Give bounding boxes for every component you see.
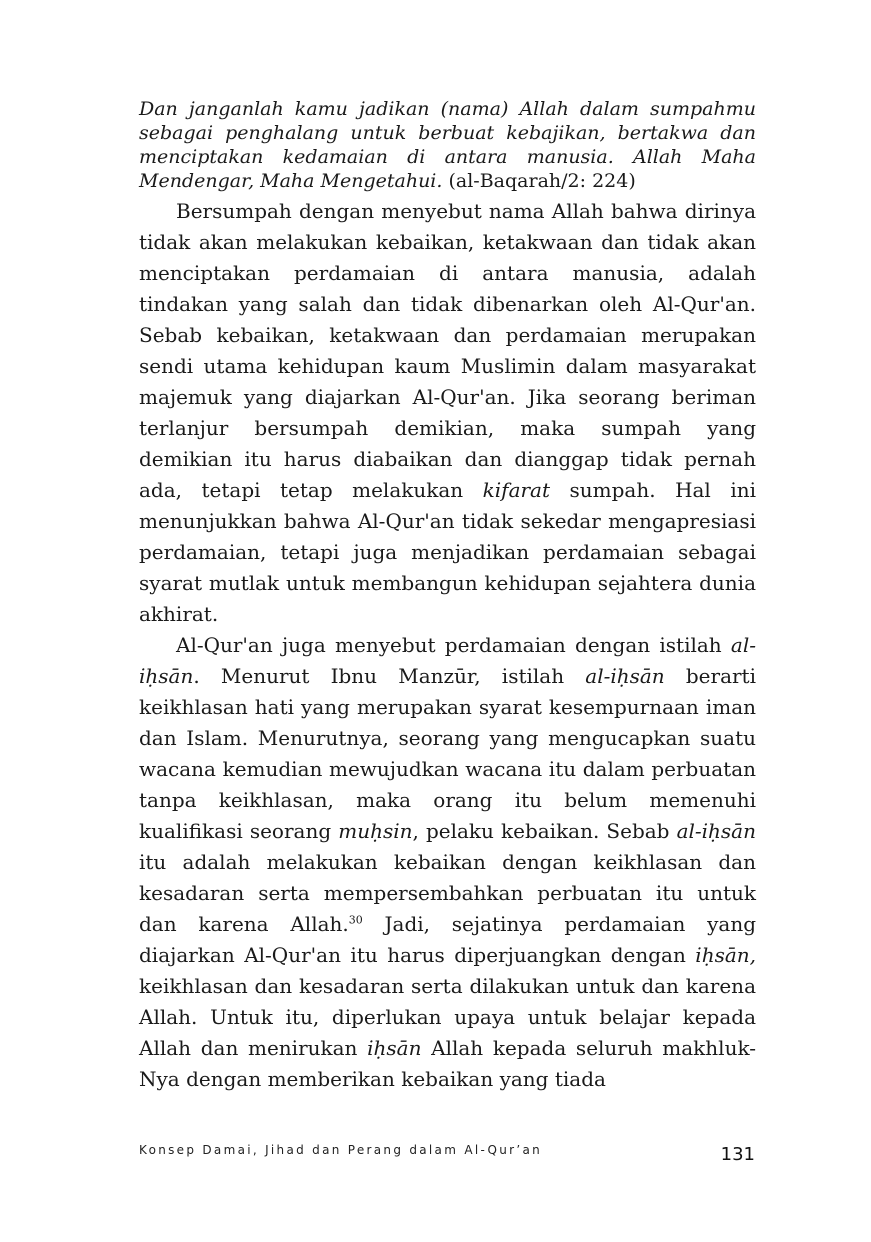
paragraph-2-text: Jadi, sejatinya perdamaian yang diajarkan Al-Qur'an itu harus diperjuangkan dengan [139, 912, 756, 967]
term-ihsan: iḥsān [367, 1036, 422, 1060]
paragraph-2-text: berarti keikhlasan hati yang merupakan syarat kesempurnaan iman dan Islam. Menurutnya, seorang yang mengucapkan suatu wacana kemudian mewujudkan wacana itu dalam perbuatan tanpa keikhlasan, maka orang itu belum memenuhi kualifikasi seorang [139, 664, 756, 843]
paragraph-1-text-cont: sumpah. Hal ini menunjukkan bahwa Al-Qur'an tidak sekedar mengapresiasi perdamaian, tetapi juga menjadikan perdamaian sebagai syarat mutlak untuk membangun kehidupan sejahtera dunia akhirat. [139, 478, 756, 626]
term-kifarat: kifarat [482, 478, 551, 502]
quran-quote [139, 97, 756, 193]
term-ihsan: iḥsān, [695, 943, 756, 967]
term-al-ihsan: al-iḥsān [139, 633, 756, 688]
body-text [139, 97, 756, 1095]
running-title: Konsep Damai, Jihad dan Perang dalam Al-Qur’an [139, 1143, 543, 1157]
paragraph-2 [139, 630, 756, 1095]
paragraph-2-text: itu adalah melakukan kebaikan dengan keikhlasan dan kesadaran serta mempersembahkan perbuatan itu untuk dan karena Allah. [139, 850, 756, 936]
paragraph-1-text: Bersumpah dengan menyebut nama Allah bahwa dirinya tidak akan melakukan kebaikan, ketakwaan dan tidak akan menciptakan perdamaian di antara manusia, adalah tindakan yang salah dan tidak dibenarkan oleh Al-Qur'an. Sebab kebaikan, ketakwaan dan perdamaian merupakan sendi utama kehidupan kaum Muslimin dalam masyarakat majemuk yang diajarkan Al-Qur'an. Jika seorang beriman terlanjur bersumpah demikian, maka sumpah yang demikian itu harus diabaikan dan dianggap tidak pernah ada, tetapi tetap melakukan [139, 199, 756, 502]
paragraph-2-text: , pelaku kebaikan. Sebab [412, 819, 677, 843]
footnote-ref[interactable]: 30 [348, 913, 363, 927]
term-al-ihsan: al-iḥsān [676, 819, 756, 843]
paragraph-1 [139, 196, 756, 630]
term-muhsin: muḥsin [338, 819, 413, 843]
page-number: 131 [720, 1144, 755, 1165]
paragraph-2-text: Al-Qur'an juga menyebut perdamaian dengan istilah [176, 633, 731, 657]
paragraph-2-text: keikhlasan dan kesadaran serta dilakukan untuk dan karena Allah. Untuk itu, diperlukan upaya untuk belajar kepada Allah dan menirukan [139, 974, 756, 1060]
paragraph-2-text: Allah kepada seluruh makhluk-Nya dengan memberikan kebaikan yang tiada [139, 1036, 756, 1091]
quote-citation: (al-Baqarah/2: 224) [442, 170, 636, 192]
term-al-ihsan: al-iḥsān [585, 664, 665, 688]
paragraph-2-text: . Menurut Ibnu Manzūr, istilah [193, 664, 586, 688]
quote-text: Dan janganlah kamu jadikan (nama) Allah dalam sumpahmu sebagai penghalang untuk berbuat kebajikan, bertakwa dan menciptakan kedamaian di antara manusia. Allah Maha Mendengar, Maha Mengetahui. [139, 98, 756, 192]
